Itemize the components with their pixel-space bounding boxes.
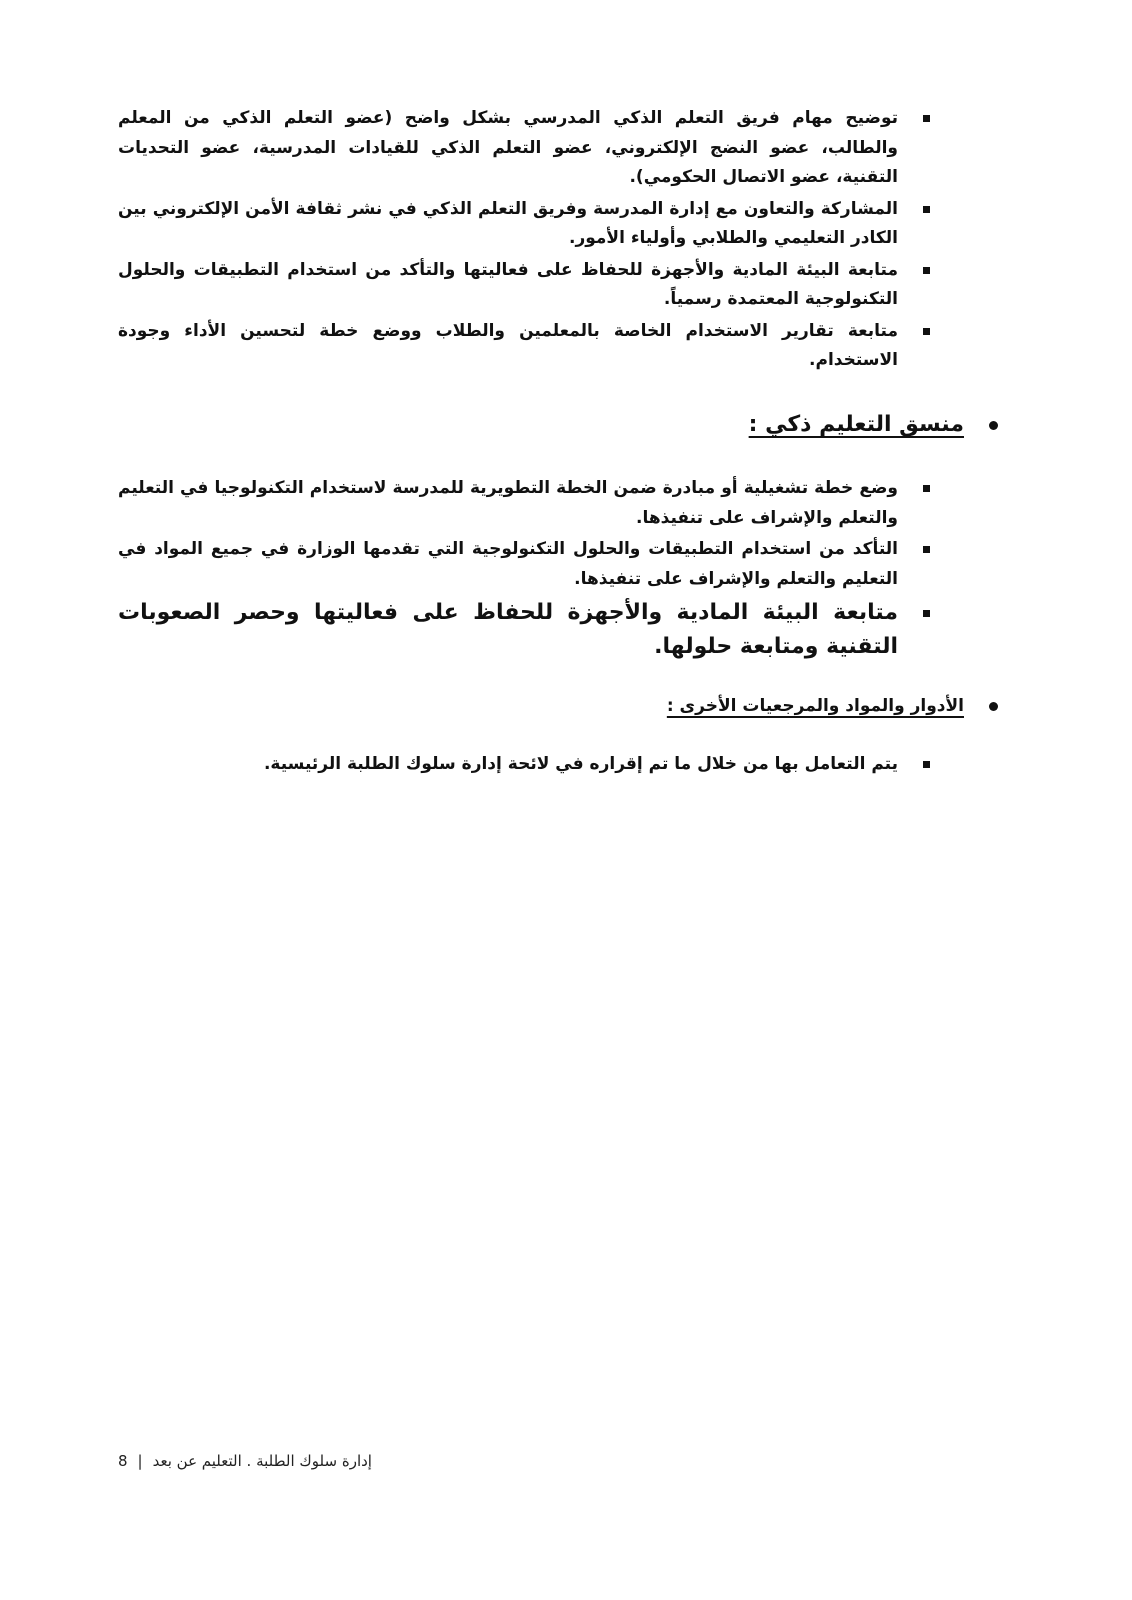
list-item xyxy=(118,317,898,376)
list-item xyxy=(118,195,898,254)
list-item-text: التأكد من استخدام التطبيقات والحلول التكنولوجية التي تقدمها الوزارة في جميع المواد في التعليم والتعلم والإشراف على تنفيذها. xyxy=(118,539,898,589)
square-bullet-icon xyxy=(923,115,930,122)
section3-heading xyxy=(667,692,964,720)
square-bullet-icon xyxy=(923,610,930,617)
list-item-text: متابعة البيئة المادية والأجهزة للحفاظ على فعاليتها والتأكد من استخدام التطبيقات والحلول التكنولوجية المعتمدة رسمياً. xyxy=(118,259,898,309)
list-item-text: يتم التعامل بها من خلال ما تم إقراره في لائحة إدارة سلوك الطلبة الرئيسية. xyxy=(263,754,898,774)
round-bullet-icon xyxy=(989,702,998,711)
list-item-text: المشاركة والتعاون مع إدارة المدرسة وفريق التعلم الذكي في نشر ثقافة الأمن الإلكتروني بين الكادر التعليمي والطلابي وأولياء الأمور. xyxy=(118,198,898,248)
list-item xyxy=(118,474,898,533)
square-bullet-icon xyxy=(923,206,930,213)
list-item xyxy=(118,104,898,193)
list-item-text: متابعة تقارير الاستخدام الخاصة بالمعلمين والطلاب ووضع خطة لتحسين الأداء وجودة الاستخدام. xyxy=(118,320,898,370)
square-bullet-icon xyxy=(923,267,930,274)
section2-heading-text: منسق التعليم ذكي : xyxy=(748,412,964,437)
list-item xyxy=(118,535,898,594)
section2-list xyxy=(118,474,898,664)
section3-list-block xyxy=(118,750,898,782)
list-item-text: توضيح مهام فريق التعلم الذكي المدرسي بشكل واضح (عضو التعلم الذكي من المعلم والطالب، عضو النضج الإلكتروني، عضو التعلم الذكي للقيادات المدرسية، عضو التحديات التقنية، عضو الاتصال الحكومي). xyxy=(118,108,898,187)
square-bullet-icon xyxy=(923,485,930,492)
square-bullet-icon xyxy=(923,761,930,768)
section2-heading xyxy=(749,408,964,442)
page-number: 8 xyxy=(118,1452,128,1470)
list-item xyxy=(118,750,898,780)
list-item xyxy=(118,256,898,315)
section3-list xyxy=(118,750,898,780)
round-bullet-icon xyxy=(989,421,998,430)
footer-title: إدارة سلوك الطلبة . التعليم عن بعد xyxy=(152,1452,372,1470)
list-item-text: وضع خطة تشغيلية أو مبادرة ضمن الخطة التطويرية للمدرسة لاستخدام التكنولوجيا في التعليم والتعلم والإشراف على تنفيذها. xyxy=(118,478,898,528)
section1-list xyxy=(118,104,898,376)
section1-list-block xyxy=(118,104,898,378)
section3-heading-text: الأدوار والمواد والمرجعيات الأخرى : xyxy=(666,696,964,716)
footer-separator: | xyxy=(137,1452,143,1470)
list-item xyxy=(118,596,898,664)
section2-list-block xyxy=(118,474,898,666)
list-item-text: متابعة البيئة المادية والأجهزة للحفاظ على فعاليتها وحصر الصعوبات التقنية ومتابعة حلولها. xyxy=(118,600,898,659)
page-footer xyxy=(118,1452,418,1470)
square-bullet-icon xyxy=(923,546,930,553)
square-bullet-icon xyxy=(923,328,930,335)
